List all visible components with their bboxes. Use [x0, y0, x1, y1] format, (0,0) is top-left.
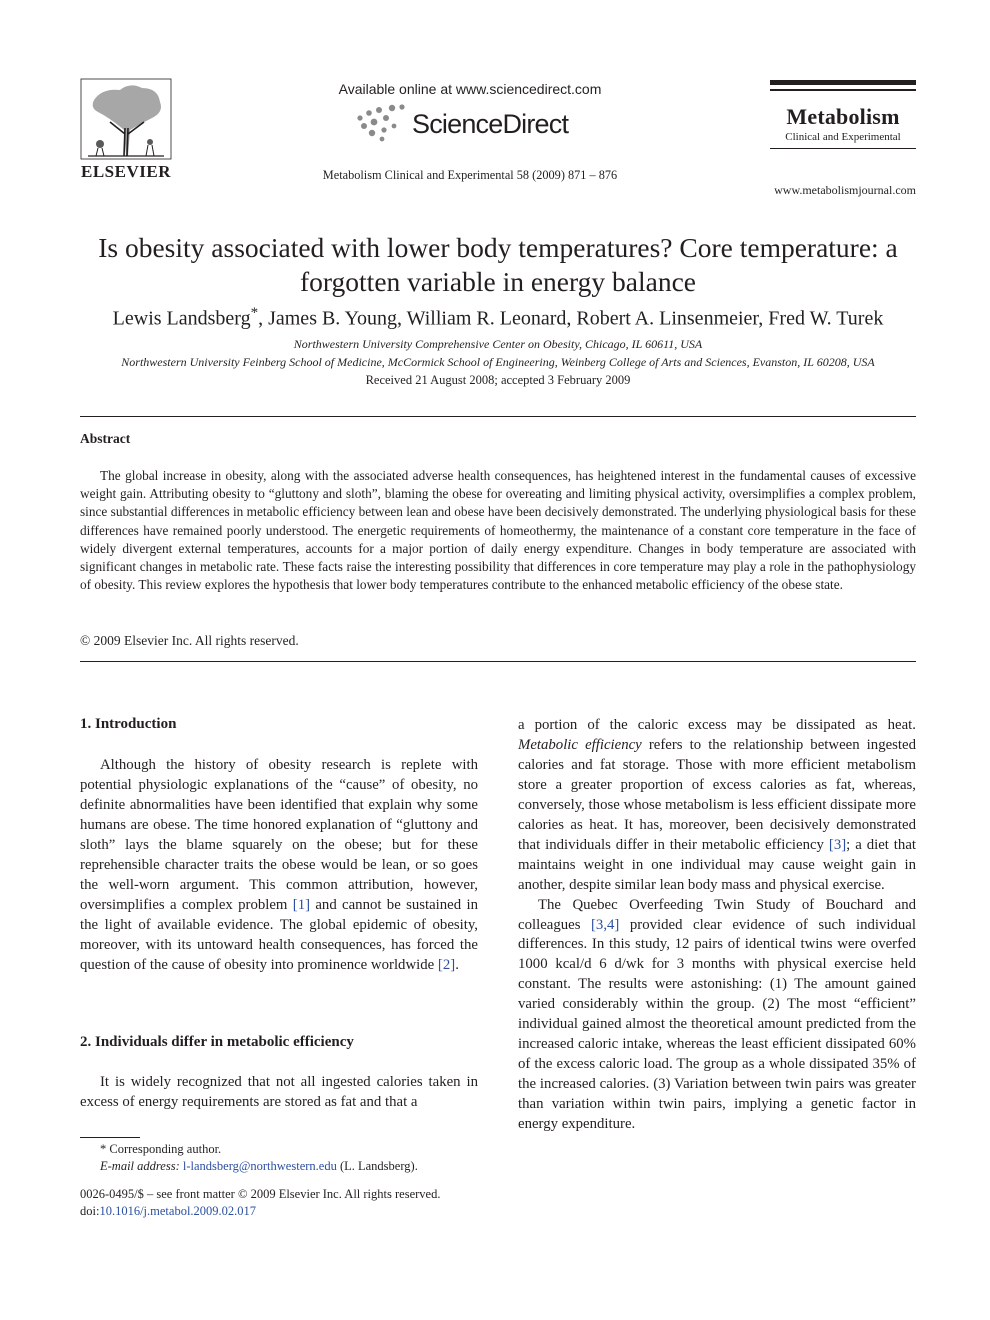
author-name: Lewis Landsberg	[112, 307, 251, 330]
journal-logo-rule	[770, 89, 916, 91]
available-online-text[interactable]: Available online at www.sciencedirect.com	[338, 81, 602, 97]
journal-citation: Metabolism Clinical and Experimental 58 (2009) 871 – 876	[322, 168, 618, 182]
email-link[interactable]: l-landsberg@northwestern.edu	[182, 1159, 337, 1173]
front-matter-notice: 0026-0495/$ – see front matter © 2009 Elsevier Inc. All rights reserved.	[80, 1187, 441, 1201]
author-names-rest: , James B. Young, William R. Leonard, Robert A. Linsenmeier, Fred W. Turek	[258, 307, 884, 330]
copyright-notice: © 2009 Elsevier Inc. All rights reserved.	[80, 633, 299, 648]
journal-title-logo: Metabolism	[786, 104, 900, 129]
journal-url[interactable]: www.metabolismjournal.com	[774, 183, 916, 197]
corresponding-author-marker[interactable]: *	[250, 305, 259, 321]
divider	[80, 416, 916, 417]
abstract-text: The global increase in obesity, along with the associated adverse health consequences, has heightened interest in the fundamental causes of excessive weight gain. Attributing obesity to “gluttony and sloth”, blaming the obese for overeating and limiting physical activity, oversimplifies a complex problem, since substantial differences in metabolic efficiency between lean and obese have been decisively demonstrated. The underlying physiological basis for these differences have remained poorly understood. The energetic requirements of homeothermy, the maintenance of a constant core temperature in the face of widely divergent external temperatures, accounts for a major portion of daily energy expenditure. Changes in body temperature are associated with significant changes in metabolic rate. These facts raise the interesting possibility that differences in core temperature may play a role in the pathophysiology of obesity. This review explores the hypothesis that lower body temperatures contribute to the enhanced metabolic efficiency of the obese state.	[80, 468, 916, 593]
section-heading-introduction: 1. Introduction	[80, 716, 177, 732]
sciencedirect-wordmark[interactable]: ScienceDirect	[412, 109, 569, 139]
corresponding-author-footnote: * Corresponding author.	[100, 1142, 222, 1156]
metabolic-efficiency-paragraph: It is widely recognized that not all ingested calories taken in excess of energy requirements are stored as fat and that a	[80, 1074, 478, 1110]
section-heading-metabolic-efficiency: 2. Individuals differ in metabolic efficiency	[80, 1034, 354, 1050]
introduction-paragraph: Although the history of obesity research is replete with potential physiologic explanations of the “cause” of obesity, no definite abnormalities have been identified that explain why some humans are obese. The time honored explanation of “gluttony and sloth” lays the blame squarely on the obese; but for these reprehensible character traits the obese would be lean, or so goes the well-worn argument. This common attribution, however, oversimplifies a complex problem [1] and cannot be sustained in the light of available evidence. The global epidemic of obesity, moreover, with its untoward health consequences, has forced the question of the cause of obesity into prominence worldwide [2].	[80, 757, 478, 973]
email-footnote: E-mail address: l-landsberg@northwestern.edu (L. Landsberg).	[100, 1159, 418, 1173]
citation-link[interactable]: [2]	[437, 956, 456, 973]
divider	[80, 661, 916, 662]
author-list	[60, 305, 936, 331]
citation-link[interactable]: [3,4]	[591, 916, 620, 933]
right-column-text: a portion of the caloric excess may be dissipated as heat. Metabolic efficiency refers to the relationship between ingested calories and fat storage. Those with more efficient metabolism store a greater proportion of excess calories as fat, whereas, conversely, those whose metabolism is less efficient dissipate more calories as heat. It has, moreover, been decisively demonstrated that individuals differ in their metabolic efficiency [3]; a diet that maintains weight in one individual may cause weight gain in another, despite similar lean body mass and physical exercise. The Quebec Overfeeding Twin Study of Bouchard and colleagues [3,4] provided clear evidence of such individual differences. In this study, 12 pairs of identical twins were overfed 1000 kcal/d 6 d/wk for 3 months with physical exercise held constant. The results were astonishing: (1) The amount gained varied considerably within the group. (2) The most “efficient” individual gained almost the theoretical amount predicted from the increased caloric intake, whereas the least efficient dissipated 60% of the excess caloric load. The group as a whole dissipated 35% of the increased calories. (3) Variation between twin pairs was greater than variation within twin pairs, implying a genetic factor in energy expenditure.	[518, 717, 916, 1133]
doi-line: doi:10.1016/j.metabol.2009.02.017	[80, 1204, 257, 1218]
citation-link[interactable]: [1]	[292, 896, 311, 913]
affiliation: Northwestern University Feinberg School of Medicine, McCormick School of Engineering, Weinberg College of Arts and Sciences, Evanston, IL 60208, USA	[121, 355, 875, 369]
article-title: Is obesity associated with lower body temperatures? Core temperature: a forgotten variable in energy balance	[98, 232, 898, 297]
affiliation: Northwestern University Comprehensive Center on Obesity, Chicago, IL 60611, USA	[293, 337, 703, 351]
journal-subtitle-logo: Clinical and Experimental	[785, 131, 901, 143]
journal-logo-rule	[770, 80, 916, 85]
journal-logo-rule	[770, 148, 916, 149]
footnote-rule	[80, 1137, 140, 1138]
received-dates: Received 21 August 2008; accepted 3 February 2009	[365, 373, 631, 387]
abstract-heading: Abstract	[80, 431, 131, 446]
citation-link[interactable]: [3]	[828, 836, 847, 853]
term-metabolic-efficiency: Metabolic efficiency	[518, 736, 642, 753]
publisher-name: ELSEVIER	[81, 162, 171, 181]
doi-link[interactable]: 10.1016/j.metabol.2009.02.017	[99, 1204, 257, 1218]
